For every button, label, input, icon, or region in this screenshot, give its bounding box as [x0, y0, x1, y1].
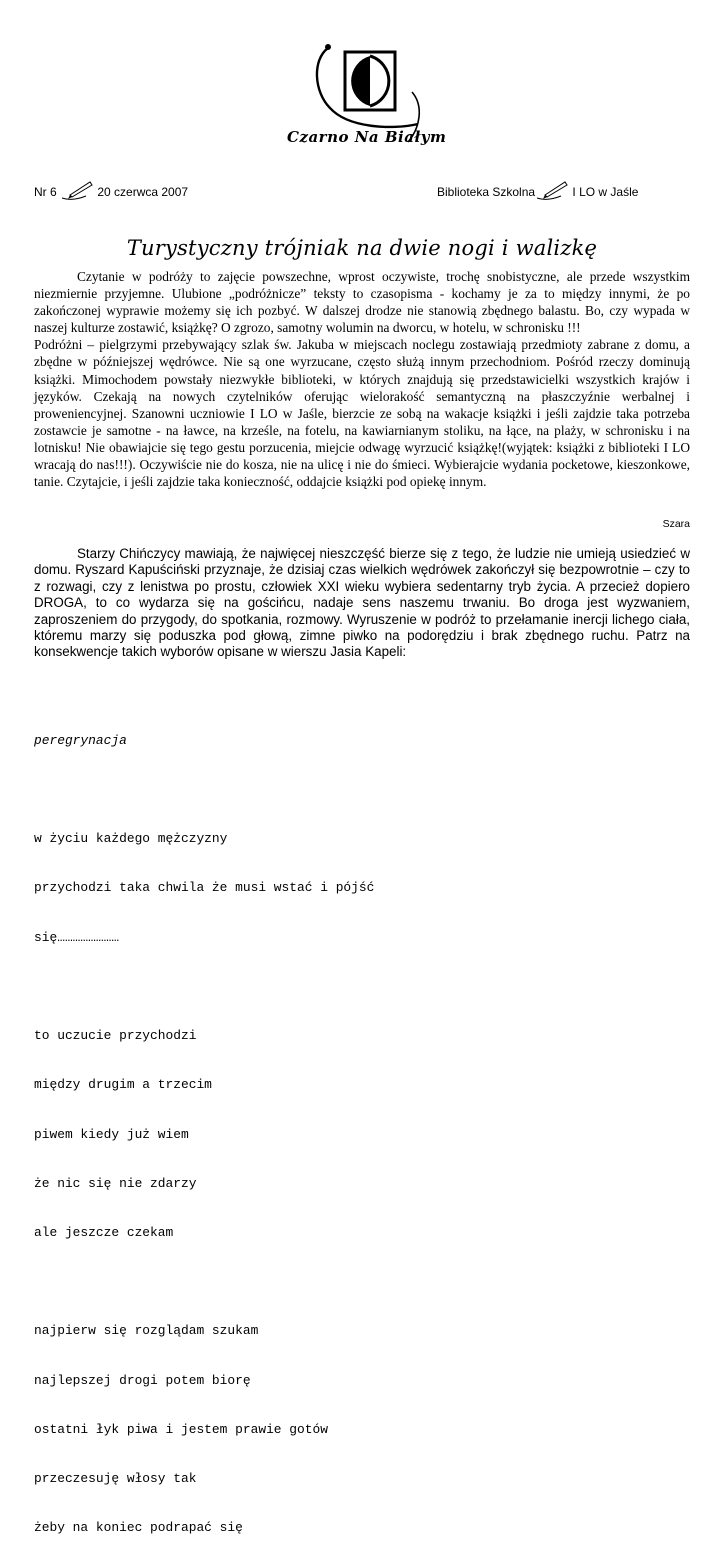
- issue-number: Nr 6: [34, 185, 57, 199]
- poem-line: najlepszej drogi potem biorę: [34, 1372, 251, 1388]
- poem-line: się……………………: [34, 929, 120, 945]
- library-name: Biblioteka Szkolna: [437, 185, 536, 199]
- poem-line: przeczesuję włosy tak: [34, 1471, 197, 1487]
- masthead-title: Czarno Na Białym: [287, 128, 447, 146]
- poem-line: w życiu każdego mężczyzny: [34, 831, 228, 847]
- school-name: I LO w Jaśle: [572, 185, 639, 199]
- article-paragraph: Podróżni – pielgrzymi przebywający szlak św. Jakuba w miejscach noclegu zostawiają przedmioty zabrane z domu, a zbędne w późniejszej wędrówce. Nie są one wyrzucane, często służą innym przechodniom. Pośród rzeczy dominują książki. Mimochodem powstały niezwykłe biblioteki, w których znajdują się przedstawicielki wszystkich krajów i języków. Czekają na nowych czytelników oferując wielorakość semantyczną na płaszczyźnie werbalnej i proweniencyjnej. Szanowni uczniowie I LO w Jaśle, bierzcie ze sobą na wakacje książki i jeśli zajdzie taka potrzeba zostawcie je samotne - na ławce, na krześle, na fotelu, na kawiarnianym stoliku, na łące, na plaży, w schronisku i na lotnisku! Nie obawiajcie się tego gestu porzucenia, miejcie odwagę wyrzucić książkę!(wyjątek: książki z biblioteki I LO wracają do nas!!!). Oczywiście nie do kosza, nie na ulicę i nie do śmieci. Wybierajcie wydania pocketowe, kieszonkowe, tanie. Czytajcie, i jeśli zajdzie taka konieczność, oddajcie książki pod opiekę innym.: [34, 337, 690, 490]
- pen-writing-icon: [535, 180, 569, 202]
- poem-line: ostatni łyk piwa i jestem prawie gotów: [34, 1421, 328, 1437]
- essay-body: [34, 546, 690, 661]
- poem-line: przychodzi taka chwila że musi wstać i pójść: [34, 880, 375, 896]
- article-headline: Turystyczny trójniak na dwie nogi i walizkę: [126, 236, 598, 261]
- issue-line: [34, 180, 188, 202]
- article-body: [34, 268, 690, 490]
- article-paragraph: Czytanie w podróży to zajęcie powszechne, wprost oczywiste, trochę snobistyczne, ale przede wszystkim niezmiernie przyjemne. Ulubione „podróżnicze” teksty to czasopisma - kochamy je za to między innymi, że po zakończonej wyprawie możemy się ich pozbyć. W dalszej drodze nie stanowią zbędnego balastu. Bo, czy wypada w naszej kulturze zostawić, książkę? O zgrozo, samotny wolumin na dworcu, w hotelu, w schronisku !!!: [34, 269, 690, 336]
- poem-line: to uczucie przychodzi: [34, 1028, 197, 1044]
- poem-line: między drugim a trzecim: [34, 1077, 212, 1093]
- poem-line: że nic się nie zdarzy: [34, 1175, 197, 1191]
- issue-date: 20 czerwca 2007: [97, 185, 189, 199]
- poem-line: najpierw się rozglądam szukam: [34, 1323, 259, 1339]
- poem-title: peregrynacja: [34, 732, 127, 748]
- article-signature: Szara: [662, 518, 690, 530]
- poem-line: żeby na koniec podrapać się: [34, 1520, 243, 1536]
- library-line: [437, 180, 638, 202]
- poem: [34, 700, 374, 1553]
- poem-line: ale jeszcze czekam: [34, 1224, 174, 1240]
- pen-writing-icon: [60, 180, 94, 202]
- essay-paragraph: Starzy Chińczycy mawiają, że najwięcej nieszczęść bierze się z tego, że ludzie nie umieją usiedzieć w domu. Ryszard Kapuściński przyznaje, że dzisiaj czas wielkich wędrówek zakończył się bezpowrotnie – czy to z rozwagi, czy z lenistwa po prostu, człowiek XXI wieku wybiera sedentarny tryb życia. A przecież dopiero DROGA, to co wydarza się na gościńcu, nadaje sens naszemu trwaniu. Bo droga jest wyzwaniem, zaproszeniem do przygody, do spotkania, rozmowy. Wyruszenie w podróż to przełamanie inercji lichego ciała, któremu marzy się poduszka pod głową, zimne piwko na podorędziu i brak zbędnego ruchu. Patrz na konsekwencje takich wyborów opisane w wierszu Jasia Kapeli:: [34, 546, 690, 660]
- poem-line: piwem kiedy już wiem: [34, 1126, 189, 1142]
